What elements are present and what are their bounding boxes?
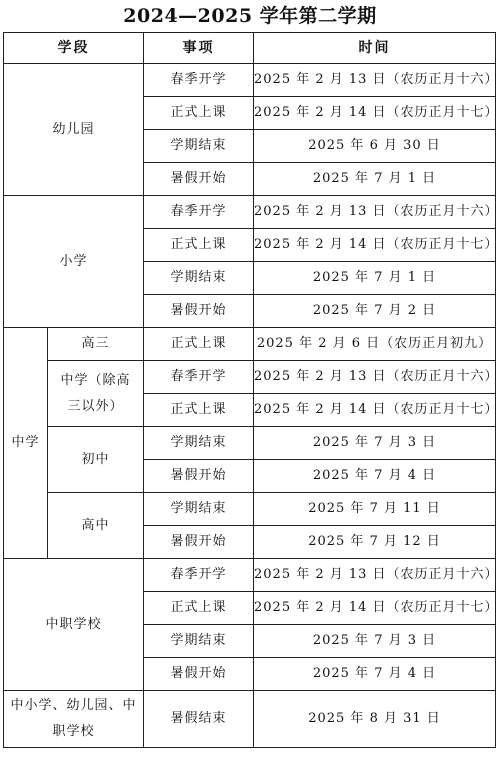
time-cell: 2025 年 7 月 1 日 — [254, 262, 496, 295]
substage-cell-senior3: 高三 — [48, 328, 144, 361]
table-row — [4, 691, 496, 748]
page-title: 2024—2025 学年第二学期 — [123, 5, 377, 27]
table-row — [4, 328, 496, 361]
table-row — [4, 493, 496, 526]
time-cell: 2025 年 2 月 14 日（农历正月十七） — [254, 97, 496, 130]
item-cell: 正式上课 — [144, 229, 254, 262]
time-cell: 2025 年 7 月 11 日 — [254, 493, 496, 526]
time-cell: 2025 年 7 月 4 日 — [254, 460, 496, 493]
header-stage: 学段 — [4, 33, 144, 64]
item-cell: 学期结束 — [144, 625, 254, 658]
item-cell: 暑假结束 — [144, 691, 254, 748]
table-row — [4, 559, 496, 592]
header-time: 时间 — [254, 33, 496, 64]
time-cell: 2025 年 8 月 31 日 — [254, 691, 496, 748]
item-cell: 正式上课 — [144, 97, 254, 130]
time-cell: 2025 年 2 月 13 日（农历正月十六） — [254, 361, 496, 394]
item-cell: 正式上课 — [144, 592, 254, 625]
time-cell: 2025 年 2 月 14 日（农历正月十七） — [254, 592, 496, 625]
time-cell: 2025 年 2 月 13 日（农历正月十六） — [254, 196, 496, 229]
stage-cell-primary: 小学 — [4, 196, 144, 328]
item-cell: 学期结束 — [144, 427, 254, 460]
time-cell: 2025 年 2 月 13 日（农历正月十六） — [254, 559, 496, 592]
item-cell: 暑假开始 — [144, 658, 254, 691]
time-cell: 2025 年 7 月 4 日 — [254, 658, 496, 691]
item-cell: 正式上课 — [144, 394, 254, 427]
time-cell: 2025 年 2 月 13 日（农历正月十六） — [254, 64, 496, 97]
stage-cell-secondary: 中学 — [4, 328, 48, 559]
time-cell: 2025 年 7 月 3 日 — [254, 625, 496, 658]
time-cell: 2025 年 7 月 2 日 — [254, 295, 496, 328]
table-row — [4, 427, 496, 460]
time-cell: 2025 年 6 月 30 日 — [254, 130, 496, 163]
substage-cell-senior: 高中 — [48, 493, 144, 559]
substage-cell-junior: 初中 — [48, 427, 144, 493]
time-cell: 2025 年 7 月 12 日 — [254, 526, 496, 559]
item-cell: 春季开学 — [144, 559, 254, 592]
item-cell: 春季开学 — [144, 361, 254, 394]
item-cell: 学期结束 — [144, 130, 254, 163]
time-cell: 2025 年 7 月 3 日 — [254, 427, 496, 460]
item-cell: 暑假开始 — [144, 163, 254, 196]
time-cell: 2025 年 2 月 6 日（农历正月初九） — [254, 328, 496, 361]
item-cell: 春季开学 — [144, 196, 254, 229]
item-cell: 暑假开始 — [144, 460, 254, 493]
substage-cell-except-senior3: 中学（除高三以外） — [48, 361, 144, 427]
table-header-row — [4, 33, 496, 64]
item-cell: 春季开学 — [144, 64, 254, 97]
stage-cell-kindergarten: 幼儿园 — [4, 64, 144, 196]
time-cell: 2025 年 2 月 14 日（农历正月十七） — [254, 229, 496, 262]
school-calendar-table — [3, 32, 499, 748]
item-cell: 暑假开始 — [144, 295, 254, 328]
item-cell: 暑假开始 — [144, 526, 254, 559]
item-cell: 正式上课 — [144, 328, 254, 361]
item-cell: 学期结束 — [144, 262, 254, 295]
table-row — [4, 196, 496, 229]
table-row — [4, 361, 496, 394]
time-cell: 2025 年 2 月 14 日（农历正月十七） — [254, 394, 496, 427]
stage-cell-vocational: 中职学校 — [4, 559, 144, 691]
table-row — [4, 64, 496, 97]
item-cell: 学期结束 — [144, 493, 254, 526]
stage-cell-all: 中小学、幼儿园、中职学校 — [4, 691, 144, 748]
time-cell: 2025 年 7 月 1 日 — [254, 163, 496, 196]
header-item: 事项 — [144, 33, 254, 64]
